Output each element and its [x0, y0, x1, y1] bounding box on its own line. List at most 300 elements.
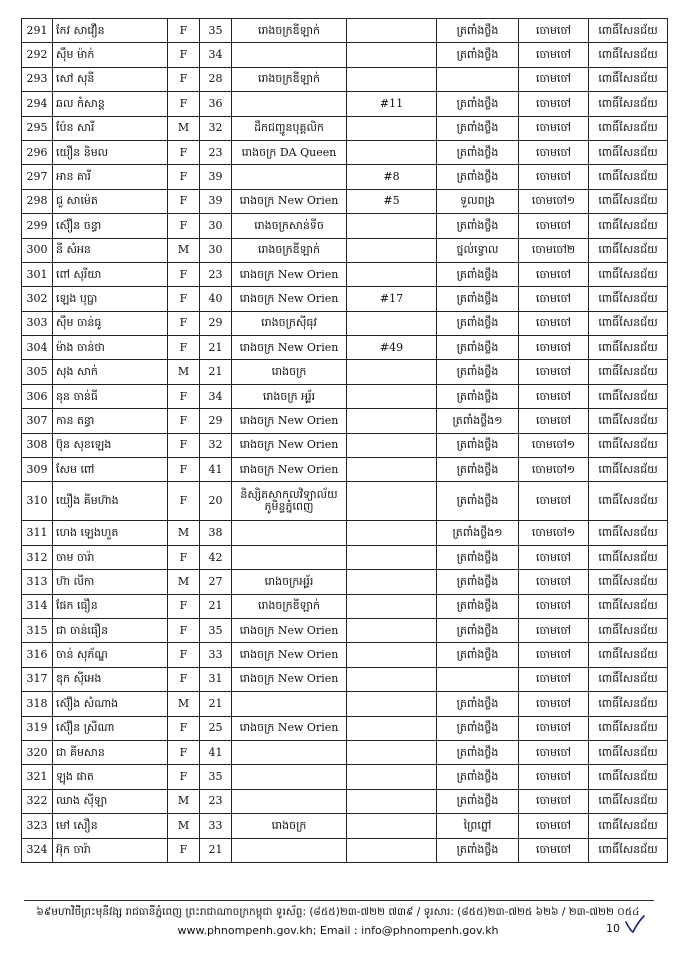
commune-cell: ចោមចៅ: [519, 262, 589, 286]
table-row: [22, 765, 668, 789]
village-cell: ត្រពាំងថ្លឹង: [437, 765, 519, 789]
workplace-cell: រោងចក្រ New Orien: [232, 336, 347, 360]
table-row: [22, 618, 668, 642]
workplace-cell: [232, 789, 347, 813]
case-ref-cell: [347, 140, 437, 164]
workplace-cell: រោងចក្រ New Orien: [232, 189, 347, 213]
table-row: [22, 570, 668, 594]
workplace-cell: [232, 740, 347, 764]
age-cell: 41: [200, 458, 232, 482]
person-name-cell: ឈាង ស៊ីឡា: [53, 789, 168, 813]
person-name-cell: ប៉ែន សារី: [53, 116, 168, 140]
sex-cell: M: [168, 360, 200, 384]
sex-cell: F: [168, 838, 200, 862]
village-cell: ត្រពាំងថ្លឹង: [437, 165, 519, 189]
district-cell: ពោធិ៍សែនជ័យ: [589, 482, 668, 521]
sex-cell: F: [168, 545, 200, 569]
workplace-cell: [232, 692, 347, 716]
case-ref-cell: [347, 67, 437, 91]
commune-cell: ចោមចៅ: [519, 43, 589, 67]
commune-cell: ចោមចៅ: [519, 92, 589, 116]
commune-cell: ចោមចៅ: [519, 409, 589, 433]
village-cell: ត្រពាំងថ្លឹង: [437, 214, 519, 238]
case-ref-cell: [347, 238, 437, 262]
village-cell: ត្រពាំងថ្លឹង: [437, 740, 519, 764]
commune-cell: ចោមចៅ: [519, 360, 589, 384]
table-row: [22, 594, 668, 618]
commune-cell: ចោមចៅ: [519, 570, 589, 594]
village-cell: ព្រៃព្នៅ: [437, 814, 519, 838]
person-name-cell: សៅ សុនី: [53, 67, 168, 91]
sex-cell: F: [168, 667, 200, 691]
case-ref-cell: [347, 789, 437, 813]
row-number-cell: 307: [22, 409, 53, 433]
commune-cell: ចោមចៅ: [519, 19, 589, 43]
village-cell: ត្រពាំងថ្លឹង: [437, 618, 519, 642]
table-row: [22, 116, 668, 140]
village-cell: ត្រពាំងថ្លឹង: [437, 116, 519, 140]
age-cell: 29: [200, 409, 232, 433]
table-row: [22, 384, 668, 408]
workplace-cell: រោងចក្រ អុរ្ទ័រ: [232, 384, 347, 408]
page-number: 10: [606, 922, 620, 935]
district-cell: ពោធិ៍សែនជ័យ: [589, 433, 668, 457]
village-cell: ត្រពាំងថ្លឹង: [437, 716, 519, 740]
case-ref-cell: [347, 643, 437, 667]
table-row: [22, 545, 668, 569]
age-cell: 41: [200, 740, 232, 764]
case-ref-cell: [347, 482, 437, 521]
case-ref-cell: [347, 19, 437, 43]
district-cell: ពោធិ៍សែនជ័យ: [589, 814, 668, 838]
commune-cell: ចោមចៅ: [519, 67, 589, 91]
age-cell: 21: [200, 360, 232, 384]
row-number-cell: 318: [22, 692, 53, 716]
sex-cell: F: [168, 311, 200, 335]
village-cell: ត្រពាំងថ្លឹង: [437, 19, 519, 43]
age-cell: 29: [200, 311, 232, 335]
case-ref-cell: #11: [347, 92, 437, 116]
age-cell: 21: [200, 336, 232, 360]
commune-cell: ចោមចៅ: [519, 838, 589, 862]
row-number-cell: 305: [22, 360, 53, 384]
age-cell: 25: [200, 716, 232, 740]
commune-cell: ចោមចៅ: [519, 618, 589, 642]
commune-cell: ចោមចៅ១: [519, 189, 589, 213]
person-name-cell: ពៅ សុរីយា: [53, 262, 168, 286]
village-cell: ត្រពាំងថ្លឹង: [437, 92, 519, 116]
commune-cell: ចោមចៅ: [519, 740, 589, 764]
person-name-cell: ជួ សាម៉េត: [53, 189, 168, 213]
row-number-cell: 321: [22, 765, 53, 789]
table-row: [22, 336, 668, 360]
case-ref-cell: [347, 384, 437, 408]
sex-cell: F: [168, 618, 200, 642]
case-ref-cell: [347, 458, 437, 482]
table-row: [22, 262, 668, 286]
table-row: [22, 360, 668, 384]
sex-cell: F: [168, 43, 200, 67]
person-name-cell: ឆល កំសាន្ត: [53, 92, 168, 116]
district-cell: ពោធិ៍សែនជ័យ: [589, 692, 668, 716]
workplace-cell: រោងចក្រ New Orien: [232, 409, 347, 433]
sex-cell: F: [168, 716, 200, 740]
table-row: [22, 189, 668, 213]
row-number-cell: 301: [22, 262, 53, 286]
person-name-cell: យឿន និមល: [53, 140, 168, 164]
age-cell: 39: [200, 165, 232, 189]
case-ref-cell: #8: [347, 165, 437, 189]
case-ref-cell: [347, 409, 437, 433]
sex-cell: F: [168, 214, 200, 238]
district-cell: ពោធិ៍សែនជ័យ: [589, 594, 668, 618]
age-cell: 21: [200, 838, 232, 862]
footer-divider: [24, 900, 654, 901]
age-cell: 23: [200, 140, 232, 164]
workplace-cell: រោងចក្រឌីឡាក់: [232, 238, 347, 262]
table-row: [22, 814, 668, 838]
district-cell: ពោធិ៍សែនជ័យ: [589, 287, 668, 311]
age-cell: 33: [200, 814, 232, 838]
person-name-cell: ហេង ឡេងហួត: [53, 521, 168, 545]
workplace-cell: [232, 838, 347, 862]
row-number-cell: 315: [22, 618, 53, 642]
village-cell: ត្រពាំងថ្លឹង: [437, 43, 519, 67]
workplace-cell: [232, 521, 347, 545]
commune-cell: ចោមចៅ១: [519, 521, 589, 545]
person-name-cell: សុង សាក់: [53, 360, 168, 384]
district-cell: ពោធិ៍សែនជ័យ: [589, 667, 668, 691]
case-ref-cell: [347, 838, 437, 862]
table-row: [22, 740, 668, 764]
sex-cell: F: [168, 336, 200, 360]
table-row: [22, 521, 668, 545]
village-cell: ត្រពាំងថ្លឹង១: [437, 521, 519, 545]
case-ref-cell: [347, 311, 437, 335]
row-number-cell: 311: [22, 521, 53, 545]
sex-cell: F: [168, 409, 200, 433]
case-ref-cell: #17: [347, 287, 437, 311]
sex-cell: F: [168, 594, 200, 618]
sex-cell: F: [168, 189, 200, 213]
age-cell: 40: [200, 287, 232, 311]
village-cell: [437, 67, 519, 91]
village-cell: ត្រពាំងថ្លឹង: [437, 311, 519, 335]
case-ref-cell: [347, 214, 437, 238]
person-name-cell: មៅ សឿន: [53, 814, 168, 838]
sex-cell: F: [168, 140, 200, 164]
person-name-cell: ឡេង បុប្ផា: [53, 287, 168, 311]
row-number-cell: 313: [22, 570, 53, 594]
commune-cell: ចោមចៅ: [519, 643, 589, 667]
case-ref-cell: [347, 521, 437, 545]
row-number-cell: 294: [22, 92, 53, 116]
case-ref-cell: [347, 433, 437, 457]
age-cell: 31: [200, 667, 232, 691]
district-cell: ពោធិ៍សែនជ័យ: [589, 238, 668, 262]
sex-cell: F: [168, 765, 200, 789]
row-number-cell: 297: [22, 165, 53, 189]
commune-cell: ចោមចៅ: [519, 716, 589, 740]
row-number-cell: 300: [22, 238, 53, 262]
village-cell: ត្រពាំងថ្លឹង: [437, 384, 519, 408]
district-cell: ពោធិ៍សែនជ័យ: [589, 838, 668, 862]
table-row: [22, 667, 668, 691]
age-cell: 33: [200, 643, 232, 667]
age-cell: 20: [200, 482, 232, 521]
workplace-cell: រោងចក្រ New Orien: [232, 618, 347, 642]
workplace-cell: [232, 165, 347, 189]
row-number-cell: 293: [22, 67, 53, 91]
sex-cell: F: [168, 92, 200, 116]
row-number-cell: 292: [22, 43, 53, 67]
workplace-cell: រោងចក្រ: [232, 814, 347, 838]
person-name-cell: អាន គារី: [53, 165, 168, 189]
village-cell: ថ្នល់ទ្វោល: [437, 238, 519, 262]
row-number-cell: 319: [22, 716, 53, 740]
table-row: [22, 311, 668, 335]
village-cell: ត្រពាំងថ្លឹង: [437, 140, 519, 164]
person-name-cell: ស៊ឹម ចាន់ធូ: [53, 311, 168, 335]
commune-cell: ចោមចៅ: [519, 384, 589, 408]
row-number-cell: 323: [22, 814, 53, 838]
district-cell: ពោធិ៍សែនជ័យ: [589, 570, 668, 594]
row-number-cell: 303: [22, 311, 53, 335]
sex-cell: F: [168, 458, 200, 482]
commune-cell: ចោមចៅ: [519, 336, 589, 360]
row-number-cell: 310: [22, 482, 53, 521]
footer-address: ៦៩មហាវិថីព្រះមុនីវង្ស រាជធានីភ្នំពេញ ព្រះរាជាណាចក្រកម្ពុជា ទូរស័ព្ទ: (៨៥៥)២៣-៧២២ ៧៣៩ / ទូរសារ: (៨៥៥)២៣-៧២៥ ៦២៦ / ២៣-៧២២ ០៥៤: [36, 906, 640, 918]
age-cell: 21: [200, 594, 232, 618]
district-cell: ពោធិ៍សែនជ័យ: [589, 214, 668, 238]
person-name-cell: កាន តន្ធា: [53, 409, 168, 433]
person-name-cell: ជា គីមសាន: [53, 740, 168, 764]
case-ref-cell: [347, 765, 437, 789]
age-cell: 32: [200, 433, 232, 457]
village-cell: ត្រពាំងថ្លឹង: [437, 336, 519, 360]
district-cell: ពោធិ៍សែនជ័យ: [589, 458, 668, 482]
district-cell: ពោធិ៍សែនជ័យ: [589, 409, 668, 433]
table-row: [22, 43, 668, 67]
case-ref-cell: [347, 262, 437, 286]
workplace-cell: រោងចក្រស៊ីធុវ: [232, 311, 347, 335]
sex-cell: M: [168, 789, 200, 813]
age-cell: 38: [200, 521, 232, 545]
village-cell: ត្រពាំងថ្លឹង: [437, 458, 519, 482]
person-name-cell: កែវ សាវឿន: [53, 19, 168, 43]
district-cell: ពោធិ៍សែនជ័យ: [589, 116, 668, 140]
row-number-cell: 291: [22, 19, 53, 43]
age-cell: 42: [200, 545, 232, 569]
workplace-cell: រោងចក្រ New Orien: [232, 458, 347, 482]
person-name-cell: ផែក ធឿន: [53, 594, 168, 618]
case-ref-cell: [347, 116, 437, 140]
district-cell: ពោធិ៍សែនជ័យ: [589, 360, 668, 384]
roster-body: [22, 19, 668, 863]
district-cell: ពោធិ៍សែនជ័យ: [589, 789, 668, 813]
workplace-cell: [232, 43, 347, 67]
person-name-cell: អ៊ុក ចារ៉ា: [53, 838, 168, 862]
village-cell: ត្រពាំងថ្លឹង: [437, 643, 519, 667]
case-ref-cell: [347, 570, 437, 594]
village-cell: ត្រពាំងថ្លឹង: [437, 433, 519, 457]
village-cell: ត្រពាំងថ្លឹង: [437, 482, 519, 521]
district-cell: ពោធិ៍សែនជ័យ: [589, 618, 668, 642]
row-number-cell: 324: [22, 838, 53, 862]
workplace-cell: រោងចក្រ New Orien: [232, 716, 347, 740]
sex-cell: M: [168, 116, 200, 140]
case-ref-cell: [347, 814, 437, 838]
person-name-cell: ជា ចាន់ធឿន: [53, 618, 168, 642]
sex-cell: F: [168, 67, 200, 91]
commune-cell: ចោមចៅ: [519, 692, 589, 716]
workplace-cell: រោងចក្រ DA Queen: [232, 140, 347, 164]
commune-cell: ចោមចៅ: [519, 116, 589, 140]
sex-cell: M: [168, 570, 200, 594]
row-number-cell: 312: [22, 545, 53, 569]
age-cell: 35: [200, 19, 232, 43]
district-cell: ពោធិ៍សែនជ័យ: [589, 765, 668, 789]
age-cell: 23: [200, 789, 232, 813]
table-row: [22, 789, 668, 813]
village-cell: ត្រពាំងថ្លឹង: [437, 789, 519, 813]
row-number-cell: 320: [22, 740, 53, 764]
row-number-cell: 296: [22, 140, 53, 164]
footer-contact: www.phnompenh.gov.kh; Email : info@phnompenh.gov.kh: [177, 924, 499, 937]
person-name-cell: ស៊ឿន ចន្ធា: [53, 214, 168, 238]
commune-cell: ចោមចៅ: [519, 545, 589, 569]
table-row: [22, 433, 668, 457]
workplace-cell: រោងចក្រ New Orien: [232, 643, 347, 667]
sex-cell: M: [168, 521, 200, 545]
age-cell: 32: [200, 116, 232, 140]
row-number-cell: 302: [22, 287, 53, 311]
district-cell: ពោធិ៍សែនជ័យ: [589, 262, 668, 286]
village-cell: ត្រពាំងថ្លឹង: [437, 545, 519, 569]
person-name-cell: ម៉ាង ចាន់ថា: [53, 336, 168, 360]
commune-cell: ចោមចៅ: [519, 287, 589, 311]
sex-cell: F: [168, 433, 200, 457]
workplace-cell: ដឹកជញ្ជូនបុគ្គលិក: [232, 116, 347, 140]
person-name-cell: នី សំអន: [53, 238, 168, 262]
district-cell: ពោធិ៍សែនជ័យ: [589, 19, 668, 43]
workplace-cell: រោងចក្រ New Orien: [232, 433, 347, 457]
sex-cell: F: [168, 262, 200, 286]
case-ref-cell: [347, 545, 437, 569]
row-number-cell: 306: [22, 384, 53, 408]
row-number-cell: 317: [22, 667, 53, 691]
workplace-cell: រោងចក្រអុរ្ទ័រ: [232, 570, 347, 594]
table-row: [22, 482, 668, 521]
district-cell: ពោធិ៍សែនជ័យ: [589, 521, 668, 545]
sex-cell: M: [168, 814, 200, 838]
village-cell: ត្រពាំងថ្លឹង: [437, 594, 519, 618]
district-cell: ពោធិ៍សែនជ័យ: [589, 67, 668, 91]
person-name-cell: ស៊ឿង សំណាង: [53, 692, 168, 716]
person-name-cell: យឿង គីមហ៊ាង: [53, 482, 168, 521]
district-cell: ពោធិ៍សែនជ័យ: [589, 716, 668, 740]
age-cell: 30: [200, 238, 232, 262]
row-number-cell: 295: [22, 116, 53, 140]
age-cell: 23: [200, 262, 232, 286]
row-number-cell: 308: [22, 433, 53, 457]
table-row: [22, 19, 668, 43]
district-cell: ពោធិ៍សែនជ័យ: [589, 43, 668, 67]
table-row: [22, 238, 668, 262]
row-number-cell: 314: [22, 594, 53, 618]
sex-cell: F: [168, 740, 200, 764]
case-ref-cell: [347, 716, 437, 740]
workplace-cell: រោងចក្រ New Orien: [232, 262, 347, 286]
village-cell: ត្រពាំងថ្លឹង: [437, 570, 519, 594]
village-cell: ត្រពាំងថ្លឹង: [437, 287, 519, 311]
sex-cell: F: [168, 643, 200, 667]
village-cell: [437, 667, 519, 691]
table-row: [22, 67, 668, 91]
table-row: [22, 165, 668, 189]
sex-cell: M: [168, 692, 200, 716]
commune-cell: ចោមចៅ: [519, 765, 589, 789]
person-name-cell: ហ៊ា លីកា: [53, 570, 168, 594]
district-cell: ពោធិ៍សែនជ័យ: [589, 643, 668, 667]
district-cell: ពោធិ៍សែនជ័យ: [589, 545, 668, 569]
case-ref-cell: [347, 692, 437, 716]
table-row: [22, 214, 668, 238]
table-row: [22, 458, 668, 482]
sex-cell: F: [168, 287, 200, 311]
case-ref-cell: [347, 43, 437, 67]
person-name-cell: ឌុក ស៊ីអេង: [53, 667, 168, 691]
age-cell: 28: [200, 67, 232, 91]
workplace-cell: រោងចក្រសាន់ទីច: [232, 214, 347, 238]
row-number-cell: 304: [22, 336, 53, 360]
sex-cell: M: [168, 238, 200, 262]
table-row: [22, 643, 668, 667]
workplace-cell: [232, 765, 347, 789]
village-cell: ត្រពាំងថ្លឹង: [437, 262, 519, 286]
sex-cell: F: [168, 482, 200, 521]
age-cell: 35: [200, 765, 232, 789]
district-cell: ពោធិ៍សែនជ័យ: [589, 336, 668, 360]
person-name-cell: ប៊ុន សុខឡេង: [53, 433, 168, 457]
person-name-cell: ចាម ចារ៉ា: [53, 545, 168, 569]
workplace-cell: រោងចក្រ: [232, 360, 347, 384]
commune-cell: ចោមចៅ: [519, 214, 589, 238]
case-ref-cell: [347, 594, 437, 618]
row-number-cell: 309: [22, 458, 53, 482]
district-cell: ពោធិ៍សែនជ័យ: [589, 140, 668, 164]
workplace-cell: [232, 92, 347, 116]
workplace-cell: និស្សិតសាកលវិទ្យាល័យ ភូមិន្ទភ្នំពេញ: [232, 482, 347, 521]
workplace-cell: [232, 545, 347, 569]
table-row: [22, 287, 668, 311]
commune-cell: ចោមចៅ: [519, 814, 589, 838]
age-cell: 27: [200, 570, 232, 594]
person-name-cell: សែម ពៅ: [53, 458, 168, 482]
person-name-cell: ស៊ឿន ស្រីណា: [53, 716, 168, 740]
age-cell: 30: [200, 214, 232, 238]
row-number-cell: 322: [22, 789, 53, 813]
case-ref-cell: [347, 667, 437, 691]
commune-cell: ចោមចៅ១: [519, 433, 589, 457]
village-cell: ត្រពាំងថ្លឹង: [437, 838, 519, 862]
age-cell: 34: [200, 384, 232, 408]
table-row: [22, 409, 668, 433]
age-cell: 36: [200, 92, 232, 116]
commune-cell: ចោមចៅ: [519, 311, 589, 335]
sex-cell: F: [168, 165, 200, 189]
case-ref-cell: [347, 360, 437, 384]
